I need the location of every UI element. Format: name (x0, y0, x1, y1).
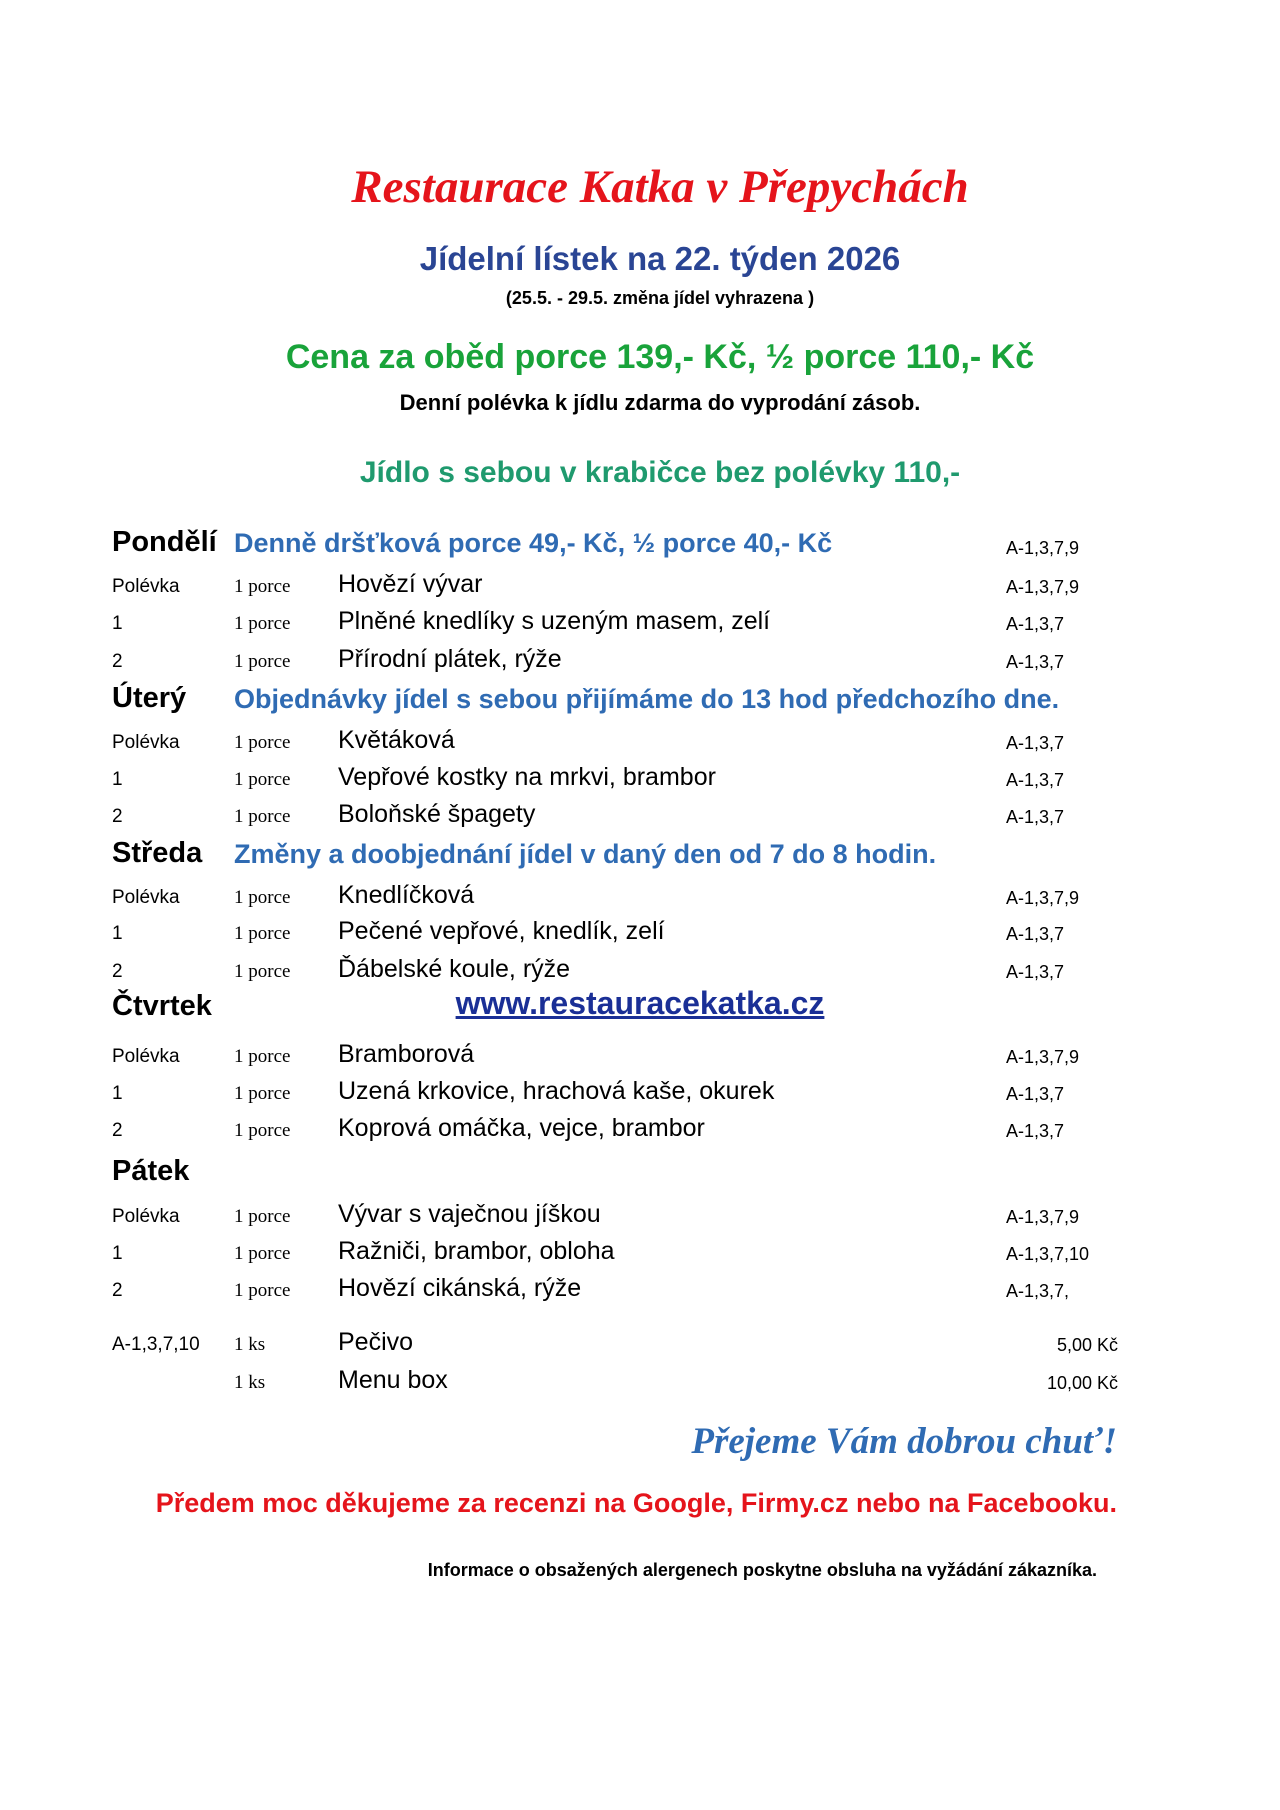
extra-name: Pečivo (338, 1328, 414, 1356)
extra-allergen: A-1,3,7,10 (112, 1334, 200, 1355)
menu-item-row (0, 566, 1280, 602)
item-allergen: A-1,3,7 (1006, 1084, 1065, 1104)
item-dish: Bramborová (338, 1040, 475, 1068)
menu-item-row (0, 759, 1280, 795)
extra-item-row (0, 1362, 1280, 1398)
item-portion: 1 porce (234, 769, 291, 790)
day-note: Objednávky jídel s sebou přijímáme do 13 hod předchozího dne. (234, 684, 1060, 714)
takeaway-price: Jídlo s sebou v krabičce bez polévky 110,- (359, 456, 961, 489)
item-portion: 1 porce (234, 732, 291, 753)
menu-item-row (0, 1233, 1280, 1269)
extra-price: 5,00 Kč (1056, 1335, 1118, 1355)
item-allergen: A-1,3,7 (1006, 924, 1065, 944)
item-allergen: A-1,3,7,9 (1006, 577, 1080, 597)
review-request: Předem moc děkujeme za recenzi na Google, Firmy.cz nebo na Facebooku. (155, 1488, 1117, 1518)
day-name: Pondělí (112, 526, 217, 558)
menu-item-row (0, 1196, 1280, 1232)
item-dish: Květáková (338, 726, 455, 754)
item-allergen: A-1,3,7 (1006, 807, 1065, 827)
menu-item-row (0, 722, 1280, 758)
item-dish: Pečené vepřové, knedlík, zelí (338, 917, 665, 945)
item-portion: 1 porce (234, 1083, 291, 1104)
item-label: Polévka (112, 1046, 180, 1067)
allergen-info-note: Informace o obsažených alergenech poskytne obsluha na vyžádání zákazníka. (427, 1560, 1097, 1580)
extra-item-row (0, 1324, 1280, 1360)
item-portion: 1 porce (234, 1280, 291, 1301)
soup-note: Denní polévka k jídlu zdarma do vyprodání zásob. (399, 390, 921, 415)
item-allergen: A-1,3,7 (1006, 1121, 1065, 1141)
menu-item-row (0, 796, 1280, 832)
item-portion: 1 porce (234, 923, 291, 944)
menu-item-row (0, 1073, 1280, 1109)
menu-item-row (0, 951, 1280, 987)
item-portion: 1 porce (234, 806, 291, 827)
item-portion: 1 porce (234, 1120, 291, 1141)
item-dish: Ďábelské koule, rýže (338, 955, 571, 983)
menu-item-row (0, 1270, 1280, 1306)
extra-name: Menu box (338, 1366, 448, 1394)
item-dish: Vývar s vaječnou jíškou (338, 1200, 601, 1228)
item-portion: 1 porce (234, 651, 291, 672)
day-name: Úterý (112, 682, 187, 714)
item-dish: Knedlíčková (338, 881, 475, 909)
item-label: Polévka (112, 887, 180, 908)
day-note: Změny a doobjednání jídel v daný den od 7 do 8 hodin. (234, 839, 937, 869)
item-dish: Boloňské špagety (338, 800, 536, 828)
menu-item-row (0, 603, 1280, 639)
item-dish: Přírodní plátek, rýže (338, 645, 562, 673)
item-dish: Koprová omáčka, vejce, brambor (338, 1114, 705, 1142)
item-allergen: A-1,3,7 (1006, 652, 1065, 672)
item-label: 1 (112, 613, 123, 634)
restaurant-title: Restaurace Katka v Přepychách (351, 161, 969, 213)
item-dish: Hovězí vývar (338, 570, 483, 598)
item-allergen: A-1,3,7,9 (1006, 1207, 1080, 1227)
lunch-price: Cena za oběd porce 139,- Kč, ½ porce 110,- Kč (285, 338, 1035, 376)
item-label: 2 (112, 1120, 123, 1141)
item-dish: Plněné knedlíky s uzeným masem, zelí (338, 607, 771, 635)
item-allergen: A-1,3,7,9 (1006, 888, 1080, 908)
day-note: Denně dršťková porce 49,- Kč, ½ porce 40,- Kč (234, 528, 833, 558)
item-portion: 1 porce (234, 613, 291, 634)
item-portion: 1 porce (234, 1243, 291, 1264)
day-name: Pátek (112, 1155, 190, 1187)
website-link[interactable]: www.restauracekatka.cz (455, 985, 825, 1021)
item-label: 1 (112, 1243, 123, 1264)
day-header-wednesday (0, 837, 1280, 877)
extra-price: 10,00 Kč (1046, 1373, 1118, 1393)
item-portion: 1 porce (234, 1046, 291, 1067)
extra-quantity: 1 ks (234, 1372, 266, 1393)
item-label: Polévka (112, 732, 180, 753)
day-header-monday (0, 526, 1280, 566)
item-label: 1 (112, 769, 123, 790)
menu-item-row (0, 641, 1280, 677)
item-label: 1 (112, 1083, 123, 1104)
item-label: 1 (112, 923, 123, 944)
item-portion: 1 porce (234, 576, 291, 597)
item-allergen: A-1,3,7 (1006, 733, 1065, 753)
menu-date-range: (25.5. - 29.5. změna jídel vyhrazena ) (505, 288, 815, 308)
item-allergen: A-1,3,7,10 (1006, 1244, 1090, 1264)
closing-wish: Přejeme Vám dobrou chuť! (691, 1421, 1117, 1462)
item-portion: 1 porce (234, 1206, 291, 1227)
item-allergen: A-1,3,7 (1006, 962, 1065, 982)
item-portion: 1 porce (234, 887, 291, 908)
item-label: 2 (112, 1280, 123, 1301)
item-label: Polévka (112, 1206, 180, 1227)
item-dish: Ražniči, brambor, obloha (338, 1237, 615, 1265)
item-allergen: A-1,3,7,9 (1006, 1047, 1080, 1067)
day-note-allergen: A-1,3,7,9 (1006, 538, 1080, 558)
extra-quantity: 1 ks (234, 1334, 266, 1355)
item-label: Polévka (112, 576, 180, 597)
day-name: Středa (112, 837, 203, 869)
item-label: 2 (112, 806, 123, 827)
item-portion: 1 porce (234, 961, 291, 982)
item-allergen: A-1,3,7 (1006, 614, 1065, 634)
day-header-friday (0, 1155, 1280, 1195)
menu-item-row (0, 877, 1280, 913)
menu-item-row (0, 1110, 1280, 1146)
menu-week-heading: Jídelní lístek na 22. týden 2026 (419, 240, 901, 277)
menu-item-row (0, 1036, 1280, 1072)
item-dish: Hovězí cikánská, rýže (338, 1274, 582, 1302)
item-label: 2 (112, 651, 123, 672)
day-header-tuesday (0, 682, 1280, 722)
item-allergen: A-1,3,7, (1006, 1281, 1070, 1301)
item-dish: Vepřové kostky na mrkvi, brambor (338, 763, 716, 791)
menu-item-row (0, 913, 1280, 949)
item-label: 2 (112, 961, 123, 982)
day-name: Čtvrtek (112, 990, 212, 1022)
item-allergen: A-1,3,7 (1006, 770, 1065, 790)
item-dish: Uzená krkovice, hrachová kaše, okurek (338, 1077, 775, 1105)
